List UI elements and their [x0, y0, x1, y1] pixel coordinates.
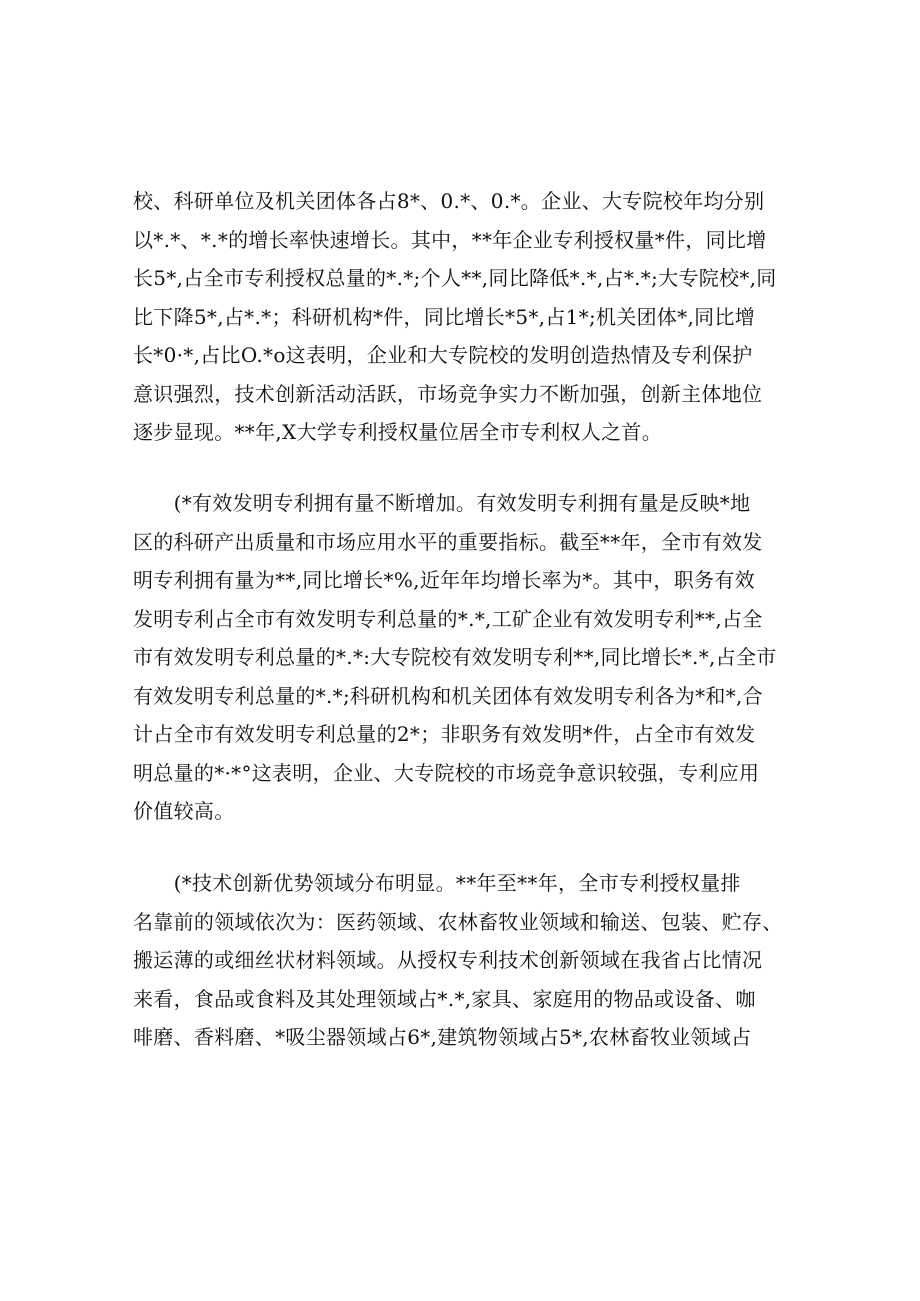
text-line: 发明专利占全市有效发明专利总量的*.*,工矿企业有效发明专利**,占全: [133, 606, 763, 631]
text-line: 明总量的*·*°这表明，企业、大专院校的市场竞争意识较强，专利应用: [133, 760, 760, 785]
text-line: 区的科研产出质量和市场应用水平的重要指标。截至**年，全市有效发: [133, 529, 763, 554]
text-line: 市有效发明专利总量的*.*:大专院校有效发明专利**,同比增长*.*,占全市: [133, 645, 777, 669]
paragraph-1: [133, 182, 798, 452]
text-line: 价值较高。: [133, 799, 235, 823]
text-line: 长5*,占全市专利授权总量的*.*;个人**,同比降低*.*,占*.*;大专院校*,同: [133, 266, 777, 290]
paragraph-2: [133, 484, 798, 831]
text-line: 来看，食品或食料及其处理领域占*.*,家具、家庭用的物品或设备、咖: [133, 986, 756, 1011]
text-line: 长*0·*,占比O.*o这表明，企业和大专院校的发明创造热情及专利保护: [133, 343, 753, 367]
text-line: 意识强烈，技术创新活动活跃，市场竞争实力不断加强，创新主体地位: [133, 381, 763, 406]
text-line: 有效发明专利总量的*.*;科研机构和机关团体有效发明专利各为*和*,合: [133, 683, 763, 708]
text-line: 比下降5*,占*.*；科研机构*件，同比增长*5*,占1*;机关团体*,同比增: [133, 304, 756, 329]
text-line: (*有效发明专利拥有量不断增加。有效发明专利拥有量是反映*地: [133, 491, 751, 515]
text-line: 名靠前的领域依次为：医药领域、农林畜牧业领域和输送、包装、贮存、: [133, 909, 783, 934]
text-line: 明专利拥有量为**,同比增长*%,近年年均增长率为*。其中，职务有效: [133, 568, 755, 592]
text-line: (*技术创新优势领域分布明显。**年至**年，全市专利授权量排: [133, 871, 741, 895]
text-line: 逐步显现。**年,X大学专利授权量位居全市专利权人之首。: [133, 420, 662, 444]
text-line: 校、科研单位及机关团体各占8*、0.*、0.*。企业、大专院校年均分别: [133, 189, 765, 213]
paragraph-3: [133, 864, 798, 1057]
text-line: 搬运薄的或细丝状材料领域。从授权专利技术创新领域在我省占比情况: [133, 948, 763, 972]
text-line: 计占全市有效发明专利总量的2*；非职务有效发明*件，占全市有效发: [133, 722, 756, 746]
text-line: 啡磨、香料磨、*吸尘器领域占6*,建筑物领域占5*,农林畜牧业领域占: [133, 1025, 752, 1049]
text-line: 以*.*、*.*的增长率快速增长。其中，**年企业专利授权量*件，同比增: [133, 227, 767, 252]
